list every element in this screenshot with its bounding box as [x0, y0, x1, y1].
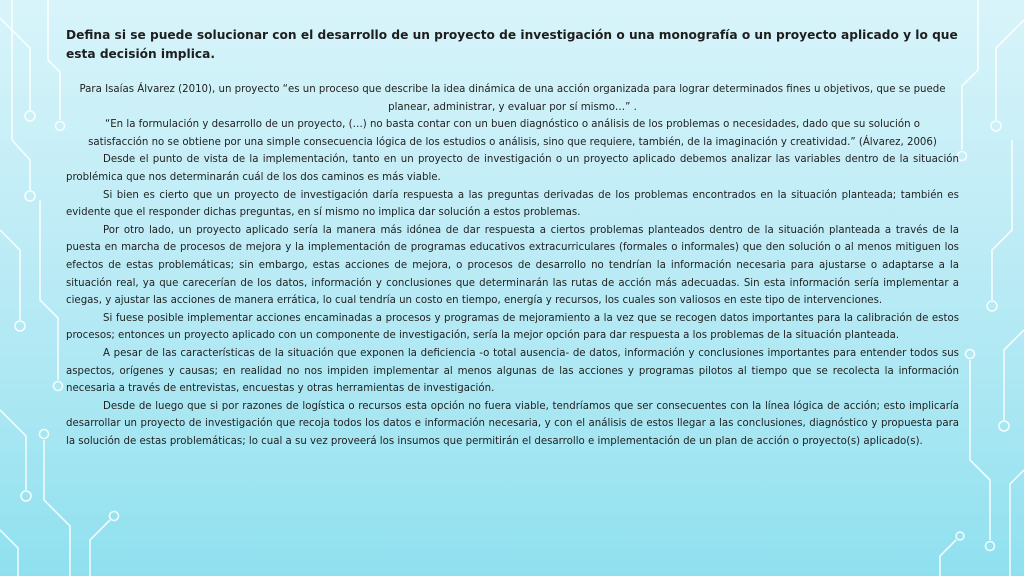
quote-main: “En la formulación y desarrollo de un proyecto, (…) no basta contar con un buen diagnóstico o análisis de los problemas o necesidades, dado que su solución o satisfacción no se obtiene por una simple consecuencia lógica de los estudios o análisis, sino que requiere, también, de la imaginación y creatividad.” (Álvarez, 2006)	[88, 119, 937, 148]
paragraph-research-project: Si bien es cierto que un proyecto de investigación daría respuesta a las preguntas derivadas de los problemas encontrados en la situación planteada; también es evidente que el responder dichas preguntas, en sí mismo no implica dar solución a estos problemas.	[66, 189, 959, 219]
paragraph-applied-project: Por otro lado, un proyecto aplicado sería la manera más idónea de dar respuesta a ciertos problemas planteados dentro de la situación planteada a través de la puesta en marcha de procesos de mejora y la implementación de programas educativos extracurriculares (formales o informales) que den solución o al menos mitiguen los efectos de estas problemáticas; sin embargo, estas acciones de mejora, o procesos de desarrollo no tendrían la información necesaria para ajustarse o adaptarse a la situación real, ya que carecerían de los datos, información y conclusiones que determinarán las rutas de acción más adecuadas. Sin esta información sería implementar a ciegas, y ajustar las acciones de manera errática, lo cual tendría un costo en tiempo, energía y recursos, los cuales son valiosos en este tipo de intervenciones.	[66, 224, 959, 307]
slide-title: Defina si se puede solucionar con el desarrollo de un proyecto de investigación o una monografía o un proyecto aplicado y lo que esta decisión implica.	[66, 28, 958, 61]
paragraph-implementation: Desde el punto de vista de la implementación, tanto en un proyecto de investigación o un proyecto aplicado debemos analizar las variables dentro de la situación problémica que nos determinarán cuál de los dos caminos es más viable.	[66, 154, 959, 183]
slide-content	[66, 26, 959, 450]
paragraph-conclusion: Desde de luego que si por razones de logística o recursos esta opción no fuera viable, tendríamos que ser consecuentes con la línea lógica de acción; esto implicaría desarrollar un proyecto de investigación que recoja todos los datos e información necesaria, y con el análisis de estos llegar a las conclusiones, diagnóstico y propuesta para la solución de estas problemáticas; lo cual a su vez proveerá los insumos que permitirán el desarrollo e implementación de un plan de acción o proyecto(s) aplicado(s).	[66, 400, 959, 447]
paragraph-combined-option: Si fuese posible implementar acciones encaminadas a procesos y programas de mejoramiento a la vez que se recogen datos importantes para la calibración de estos procesos; entonces un proyecto aplicado con un componente de investigación, sería la mejor opción para dar respuesta a los problemas de la situación planteada.	[66, 312, 959, 342]
paragraph-pilot-programs: A pesar de las características de la situación que exponen la deficiencia -o total ausencia- de datos, información y conclusiones importantes para entender todos sus aspectos, orígenes y causas; en realidad no nos impiden implementar al menos algunas de las acciones y programas pilotos al tiempo que se recolecta la información necesaria a través de entrevistas, encuestas y otras herramientas de investigación.	[66, 347, 959, 395]
quote-intro: Para Isaías Álvarez (2010), un proyecto “es un proceso que describe la idea dinámica de una acción organizada para lograr determinados fines u objetivos, que se puede planear, administrar, y evaluar por sí mismo…” .	[79, 84, 946, 113]
